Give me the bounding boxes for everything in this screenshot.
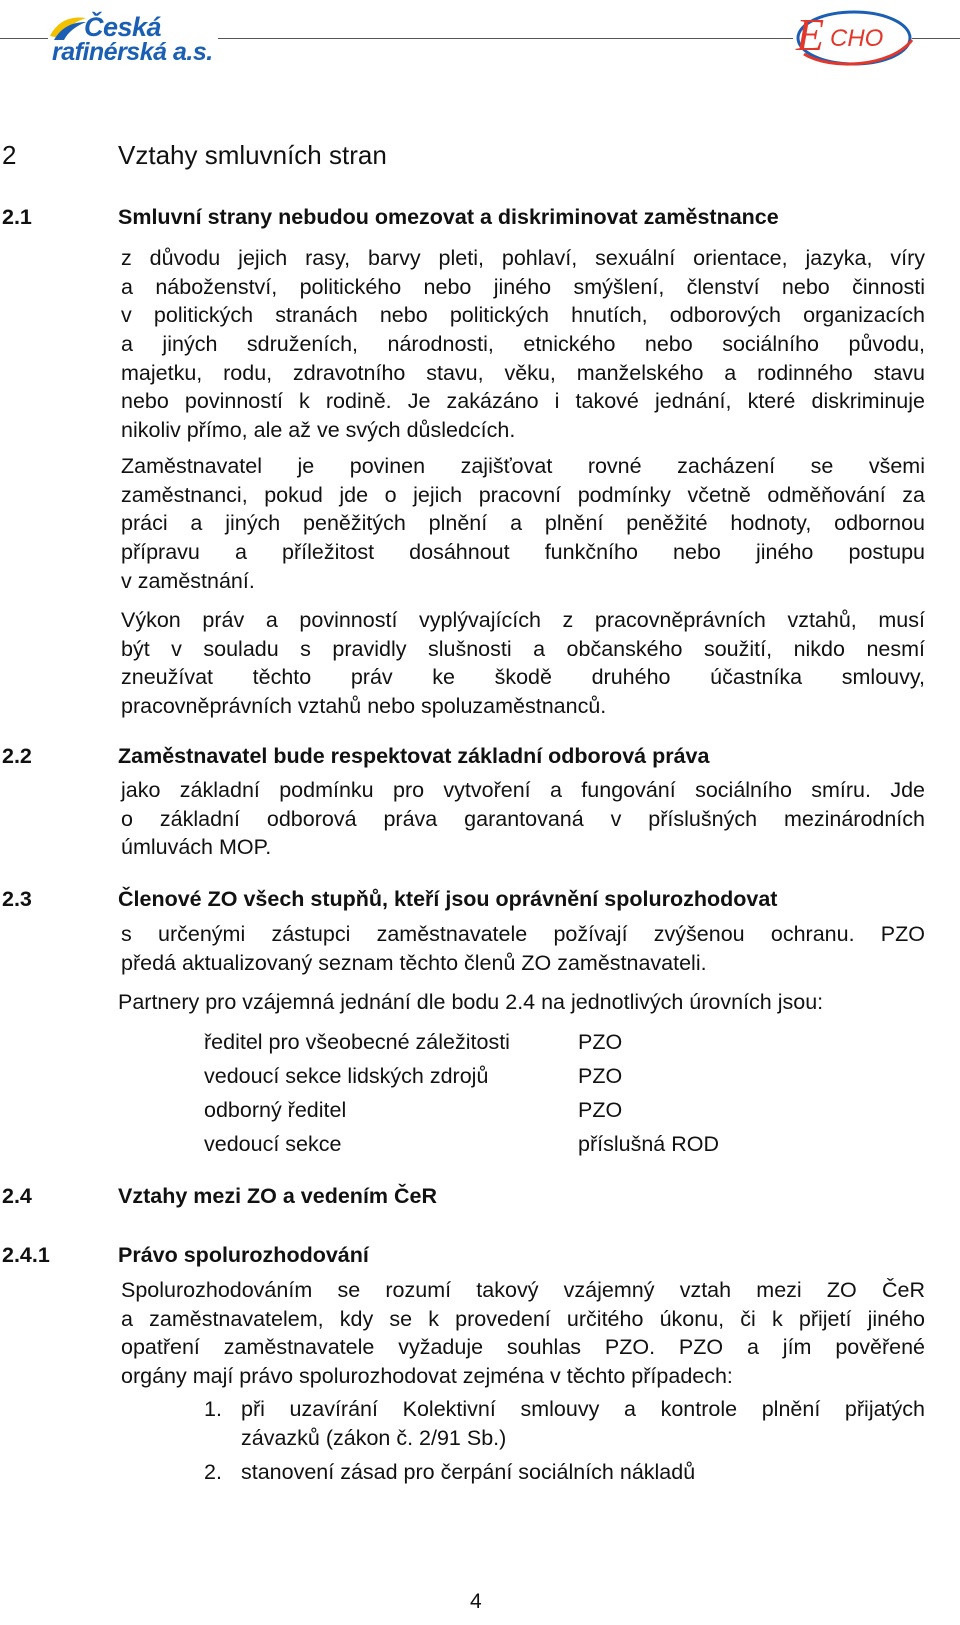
page-number: 4: [470, 1590, 482, 1613]
text-line: s určenými zástupci zaměstnavatele požívají zvýšenou ochranu. PZO: [121, 922, 925, 946]
text-line: majetku, rodu, zdravotního stavu, věku, manželského a rodinného stavu: [121, 360, 925, 385]
text-line: a náboženství, politického nebo jiného smýšlení, členství nebo činnosti: [121, 274, 925, 299]
text-line: orgány mají právo spolurozhodovat zejména v těchto případech:: [121, 1364, 733, 1389]
text-line: pracovněprávních vztahů nebo spoluzaměstnanců.: [121, 694, 607, 719]
text-line: jako základní podmínku pro vytvoření a fungování sociálního smíru. Jde: [121, 778, 925, 802]
subsection-number: 2.3: [2, 887, 32, 911]
list-item-number: 1.: [204, 1397, 222, 1421]
subsection-number: 2.2: [2, 744, 32, 768]
partner-role: ředitel pro všeobecné záležitosti: [204, 1030, 510, 1054]
text-line: úmluvách MOP.: [121, 835, 272, 860]
text-line: z důvodu jejich rasy, barvy pleti, pohlaví, sexuální orientace, jazyka, víry: [121, 246, 925, 270]
subsection-title: Právo spolurozhodování: [118, 1243, 369, 1267]
text-line: zneužívat těchto práv ke škodě druhého účastníka smlouvy,: [121, 665, 925, 690]
partner-name: PZO: [578, 1064, 623, 1088]
text-line: nikoliv přímo, ale až ve svých důsledcích.: [121, 418, 516, 443]
subsection-number: 2.4.1: [2, 1243, 50, 1267]
text-line: nebo povinností k rodině. Je zakázáno i takové jednání, které diskriminuje: [121, 389, 925, 414]
list-item: [241, 1395, 925, 1452]
text-line: předá aktualizovaný seznam těchto členů ZO zaměstnavateli.: [121, 950, 707, 975]
text-line: závazků (zákon č. 2/91 Sb.): [241, 1425, 507, 1450]
subsection-title: Smluvní strany nebudou omezovat a diskriminovat zaměstnance: [118, 205, 779, 229]
ceska-rafinerska-logo: [48, 12, 218, 66]
list-item-number: 2.: [204, 1460, 222, 1484]
paragraph: [121, 452, 925, 595]
text-line: stanovení zásad pro čerpání sociálních nákladů: [241, 1460, 696, 1484]
echo-logo-letter: E: [796, 9, 825, 60]
text-line: zaměstnanci, pokud jde o jejich pracovní podmínky včetně odměňování za: [121, 482, 925, 507]
paragraph: [121, 606, 925, 721]
paragraph: [121, 244, 925, 445]
text-line: být v souladu s pravidly slušnosti a občanského soužití, nikdo nesmí: [121, 636, 925, 661]
page-header: [0, 0, 960, 80]
text-line: a zaměstnavatelem, kdy se k provedení určitého úkonu, či k přijetí jiného: [121, 1306, 925, 1331]
partner-name: PZO: [578, 1098, 623, 1122]
subsection-title: Vztahy mezi ZO a vedením ČeR: [118, 1184, 438, 1208]
partners-intro: Partnery pro vzájemná jednání dle bodu 2.4 na jednotlivých úrovních jsou:: [118, 990, 824, 1014]
partner-role: vedoucí sekce: [204, 1132, 342, 1156]
text-line: přípravu a příležitost dosáhnout funkčního nebo jiného postupu: [121, 540, 925, 565]
text-line: v zaměstnání.: [121, 568, 255, 593]
paragraph: [121, 1276, 925, 1391]
subsection-title: Členové ZO všech stupňů, kteří jsou oprávnění spolurozhodovat: [118, 887, 778, 911]
partner-role: vedoucí sekce lidských zdrojů: [204, 1064, 489, 1088]
partner-name: příslušná ROD: [578, 1132, 719, 1156]
text-line: v politických stranách nebo politických hnutích, odborových organizacích: [121, 303, 925, 328]
header-rule-left: [0, 38, 48, 39]
list-item: [241, 1458, 925, 1487]
echo-logo: [790, 4, 920, 72]
text-line: opatření zaměstnavatele vyžaduje souhlas PZO. PZO a jím pověřené: [121, 1335, 925, 1360]
logo-text-line1: Česká: [84, 12, 162, 42]
logo-text-line2: rafinérská a.s.: [52, 38, 213, 66]
text-line: práci a jiných peněžitých plnění a plnění peněžité hodnoty, odbornou: [121, 511, 925, 536]
text-line: Zaměstnavatel je povinen zajišťovat rovné zacházení se všemi: [121, 454, 925, 478]
subsection-number: 2.1: [2, 205, 32, 229]
subsection-title: Zaměstnavatel bude respektovat základní odborová práva: [118, 744, 710, 768]
paragraph: [121, 776, 925, 862]
echo-logo-text: CHO: [830, 25, 884, 52]
partner-role: odborný ředitel: [204, 1098, 347, 1122]
section-title: Vztahy smluvních stran: [118, 140, 387, 170]
partner-name: PZO: [578, 1030, 623, 1054]
text-line: Výkon práv a povinností vyplývajících z pracovněprávních vztahů, musí: [121, 608, 925, 632]
section-number: 2: [2, 140, 17, 170]
text-line: o základní odborová práva garantovaná v příslušných mezinárodních: [121, 806, 925, 831]
paragraph: [121, 920, 925, 977]
text-line: Spolurozhodováním se rozumí takový vzájemný vztah mezi ZO ČeR: [121, 1278, 925, 1302]
header-rule-middle: [218, 38, 793, 39]
text-line: při uzavírání Kolektivní smlouvy a kontrole plnění přijatých: [241, 1397, 925, 1421]
text-line: a jiných sdruženích, národnosti, etnického nebo sociálního původu,: [121, 332, 925, 357]
subsection-number: 2.4: [2, 1184, 32, 1208]
